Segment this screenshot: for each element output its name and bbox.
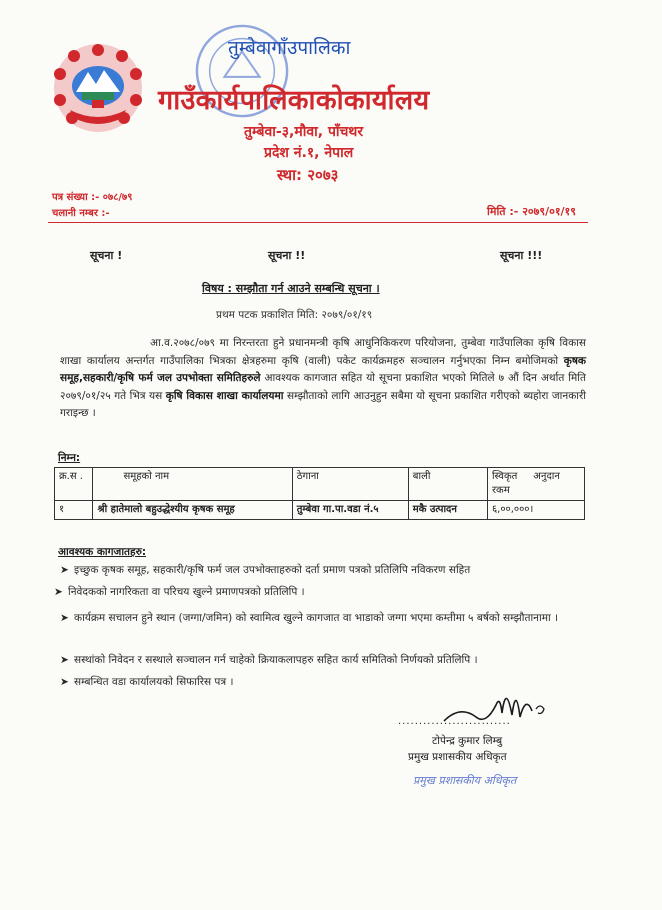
reference-block <box>52 190 132 222</box>
list-item: ➤ निवेदकको नागरिकता वा परिचय खुल्ने प्रमाणपत्रको प्रतिलिपि । <box>54 586 305 598</box>
signatory-title: प्रमुख प्रशासकीय अधिकृत <box>408 751 507 763</box>
first-published-date: प्रथम पटक प्रकाशित मिति: २०७९/०१/१९ <box>216 309 373 321</box>
table-title: निम्न: <box>58 452 81 464</box>
cell-grant-amount: ६,००,०००। <box>487 501 584 520</box>
col-header-grant-amount: स्विकृत अनुदान रकम <box>487 468 584 501</box>
arrow-bullet-icon: ➤ <box>60 654 69 666</box>
col-header-group-name: समूहको नाम <box>93 468 292 501</box>
subject-line: विषय : सम्झौता गर्न आउने सम्बन्धि सूचना । <box>202 282 380 295</box>
list-item: ➤ इच्छुक कृषक समूह, सहकारी/कृषि फर्म जल उपभोक्ताहरुको दर्ता प्रमाण पत्रको प्रतिलिपि नविकरण सहित <box>60 564 471 576</box>
cell-group-name: श्री हातेमालो बहुउद्धेश्यीय कृषक समूह <box>93 501 292 520</box>
list-item: ➤ कार्यक्रम सचालन हुने स्थान (जग्गा/जमिन) को स्वामित्व खुल्ने कागजात वा भाडाको जग्गा भएमा कम्तीमा ५ बर्षको सम्झौतानामा । <box>60 608 590 628</box>
signatory-name: टोपेन्द्र कुमार लिम्बु <box>432 735 503 747</box>
list-item: ➤ सस्थांको निवेदन र सस्थाले सञ्चालन गर्न चाहेको क्रियाकलापहरु सहित कार्य समितिको निर्णयको प्रतिलिपि । <box>60 654 478 666</box>
col-header-crop: बाली <box>408 468 487 501</box>
cell-crop: मकै उत्पादन <box>408 501 487 520</box>
address-line-1: तुम्बेवा-३,मौवा, पाँचथर <box>244 124 364 140</box>
groups-table <box>54 467 585 520</box>
notice-body: आ.व.२०७८/०७९ मा निरन्तरता हुने प्रधानमन्त्री कृषि आधुनिकिकरण परियोजना, तुम्बेवा गाउँपालिका कृषि विकास शाखा कार्यालय अन्तर्गत गाउँपालिका भित्रका क्षेत्रहरुमा कृषि (वाली) पकेट कार्यक्रमहरु सञ्चालन गर्नुभएका निम्न बमोजिमको कृषक समूह,सहकारी/कृषि फर्म जल उपभोक्ता समितिहरुले आवश्यक कागजात सहित यो सूचना प्रकाशित भएको मितिले ७ औं दिन अर्थात मिति २०७९/०१/२५ गते भित्र यस कृषि विकास शाखा कार्यालयमा सम्झौताको लागि आउनुहुन सबैमा यो सूचना प्रकाशित गरीएको ब्यहोरा जानकारी गराइन्छ । <box>60 337 586 419</box>
table-row <box>55 501 585 520</box>
col-header-sn: क्र.स . <box>55 468 93 501</box>
arrow-bullet-icon: ➤ <box>60 676 69 688</box>
dispatch-number: चलानी नम्बर :- <box>52 208 110 219</box>
notice-label-3: सूचना !!! <box>500 249 543 262</box>
signatory-stamp: प्रमुख प्रशासकीय अधिकृत <box>413 774 517 787</box>
notice-label-2: सूचना !! <box>268 249 306 262</box>
letter-date: मिति :- २०७९/०१/१९ <box>487 205 576 218</box>
notice-label-1: सूचना ! <box>90 249 123 262</box>
cell-sn: १ <box>55 501 93 520</box>
arrow-bullet-icon: ➤ <box>60 612 69 624</box>
signature-line: ........................... <box>398 716 511 727</box>
office-title: गाउँकार्यपालिकाकोकार्यालय <box>158 85 430 116</box>
address-line-2: प्रदेश नं.१, नेपाल <box>264 145 354 161</box>
list-item: ➤ सम्बन्धित वडा कार्यालयको सिफारिस पत्र । <box>60 676 234 688</box>
letter-number: पत्र संख्या :- ०७८/७९ <box>52 192 133 203</box>
arrow-bullet-icon: ➤ <box>54 586 63 598</box>
arrow-bullet-icon: ➤ <box>60 564 69 576</box>
established-year: स्था: २०७३ <box>277 166 339 184</box>
table-header-row <box>55 468 585 501</box>
cell-address: तुम्बेवा गा.पा.वडा नं.५ <box>292 501 408 520</box>
nepal-emblem-logo <box>52 42 144 134</box>
header-divider <box>48 222 588 223</box>
gaunpalika-name: तुम्बेवागाँउपालिका <box>228 37 351 59</box>
documents-title: आवश्यक कागजातहरु: <box>58 546 147 558</box>
col-header-address: ठेगाना <box>292 468 408 501</box>
